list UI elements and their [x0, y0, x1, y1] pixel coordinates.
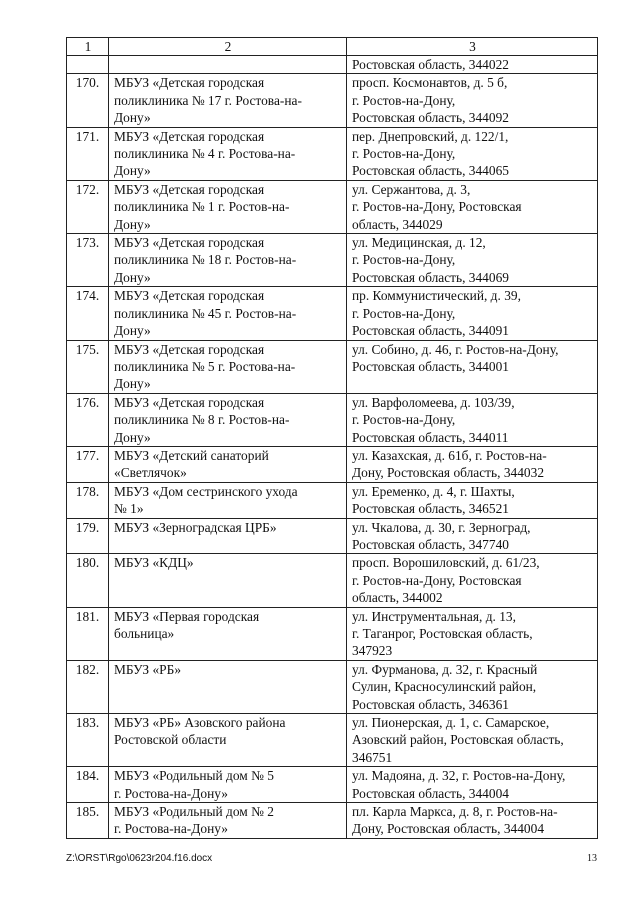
name-line: поликлиника № 18 г. Ростов-на-: [114, 252, 297, 268]
address-line: Ростовская область, 344092: [352, 110, 509, 126]
row-number: 185.: [67, 803, 109, 839]
institution-name: [109, 56, 347, 74]
address-line: ул. Медицинская, д. 12,: [352, 235, 486, 251]
name-line: МБУЗ «Детская городская: [114, 288, 265, 304]
address-line: область, 344029: [352, 216, 443, 232]
table-row: [67, 446, 598, 482]
institution-address: [347, 340, 598, 393]
name-line: МБУЗ «Родильный дом № 2: [114, 804, 274, 820]
footer-file-path: Z:\ORST\Rgo\0623r204.f16.docx: [66, 853, 213, 864]
name-line: МБУЗ «Детская городская: [114, 235, 265, 251]
name-line: г. Ростова-на-Дону»: [114, 785, 228, 801]
address-line: Ростовская область, 344065: [352, 163, 509, 179]
address-line: Ростовская область, 344022: [352, 57, 509, 72]
name-line: поликлиника № 45 г. Ростов-на-: [114, 305, 297, 321]
address-line: ул. Еременко, д. 4, г. Шахты,: [352, 483, 515, 499]
institution-address: [347, 56, 598, 74]
address-line: пер. Днепровский, д. 122/1,: [352, 128, 509, 144]
row-number: 171.: [67, 127, 109, 180]
row-number: 173.: [67, 234, 109, 287]
address-line: ул. Варфоломеева, д. 103/39,: [352, 394, 515, 410]
institution-name: [109, 287, 347, 340]
address-line: пл. Карла Маркса, д. 8, г. Ростов-на-: [352, 804, 558, 820]
header-col-1: 1: [67, 38, 109, 56]
row-number: 181.: [67, 607, 109, 660]
institution-name: [109, 803, 347, 839]
name-line: МБУЗ «РБ» Азовского района: [114, 715, 286, 731]
address-line: г. Ростов-на-Дону, Ростовская: [352, 572, 522, 588]
name-line: МБУЗ «Детская городская: [114, 394, 265, 410]
header-col-2: 2: [109, 38, 347, 56]
name-line: МБУЗ «Детская городская: [114, 128, 265, 144]
address-line: г. Ростов-на-Дону,: [352, 146, 456, 162]
institution-address: [347, 607, 598, 660]
address-line: ул. Сержантова, д. 3,: [352, 181, 471, 197]
name-line: Дону»: [114, 110, 151, 126]
address-line: ул. Чкалова, д. 30, г. Зерноград,: [352, 519, 531, 535]
name-line: поликлиника № 1 г. Ростов-на-: [114, 199, 290, 215]
address-line: Ростовская область, 344004: [352, 785, 509, 801]
row-number: 178.: [67, 482, 109, 518]
address-line: г. Ростов-на-Дону, Ростовская: [352, 199, 522, 215]
institution-address: [347, 518, 598, 554]
address-line: г. Ростов-на-Дону,: [352, 92, 456, 108]
row-number: 170.: [67, 74, 109, 127]
address-line: г. Таганрог, Ростовская область,: [352, 626, 533, 641]
address-line: Азовский район, Ростовская область,: [352, 732, 564, 748]
institution-name: [109, 518, 347, 554]
name-line: МБУЗ «Первая городская: [114, 608, 260, 624]
institution-name: [109, 660, 347, 713]
name-line: МБУЗ «КДЦ»: [114, 555, 194, 571]
row-number: 177.: [67, 446, 109, 482]
address-line: Дону, Ростовская область, 344004: [352, 821, 545, 837]
address-line: ул. Мадояна, д. 32, г. Ростов-на-Дону,: [352, 768, 566, 784]
name-line: МБУЗ «РБ»: [114, 661, 182, 677]
institution-address: [347, 767, 598, 803]
institution-name: [109, 554, 347, 607]
name-line: больница»: [114, 626, 175, 641]
name-line: МБУЗ «Детская городская: [114, 75, 265, 91]
row-number: 175.: [67, 340, 109, 393]
institution-address: [347, 74, 598, 127]
address-line: Ростовская область, 347740: [352, 536, 509, 552]
table-row: [67, 803, 598, 839]
name-line: № 1»: [114, 501, 144, 517]
address-line: Ростовская область, 346361: [352, 696, 509, 712]
table-row: [67, 74, 598, 127]
row-number: 176.: [67, 393, 109, 446]
institution-address: [347, 482, 598, 518]
address-line: Сулин, Красносулинский район,: [352, 679, 537, 695]
address-line: ул. Инструментальная, д. 13,: [352, 608, 516, 624]
table-row: [67, 234, 598, 287]
table-row: [67, 180, 598, 233]
address-line: 346751: [352, 749, 393, 765]
address-line: пр. Коммунистический, д. 39,: [352, 288, 521, 304]
name-line: г. Ростова-на-Дону»: [114, 821, 228, 837]
page-number: 13: [587, 853, 597, 864]
name-line: поликлиника № 5 г. Ростова-на-: [114, 358, 296, 374]
table-row: [67, 660, 598, 713]
row-number: 174.: [67, 287, 109, 340]
address-line: ул. Собино, д. 46, г. Ростов-на-Дону,: [352, 341, 559, 357]
address-line: Дону, Ростовская область, 344032: [352, 465, 545, 481]
name-line: Ростовской области: [114, 732, 227, 748]
institution-name: [109, 767, 347, 803]
institution-address: [347, 554, 598, 607]
table-row: [67, 482, 598, 518]
address-line: ул. Пионерская, д. 1, с. Самарское,: [352, 715, 550, 731]
institution-address: [347, 803, 598, 839]
name-line: МБУЗ «Дом сестринского ухода: [114, 483, 298, 499]
address-line: ул. Казахская, д. 61б, г. Ростов-на-: [352, 447, 547, 463]
institution-address: [347, 714, 598, 767]
header-row: [67, 38, 598, 56]
row-number: 179.: [67, 518, 109, 554]
address-line: Ростовская область, 344011: [352, 429, 509, 445]
row-number: 183.: [67, 714, 109, 767]
row-number: 184.: [67, 767, 109, 803]
institution-name: [109, 607, 347, 660]
table-row: [67, 714, 598, 767]
address-line: 347923: [352, 643, 393, 659]
institution-name: [109, 74, 347, 127]
institution-address: [347, 180, 598, 233]
name-line: МБУЗ «Детский санаторий: [114, 447, 269, 463]
continuation-row: [67, 56, 598, 74]
header-col-3: 3: [347, 38, 598, 56]
row-number: 172.: [67, 180, 109, 233]
address-line: Ростовская область, 344069: [352, 269, 509, 285]
address-line: г. Ростов-на-Дону,: [352, 412, 456, 428]
table-row: [67, 287, 598, 340]
address-line: ул. Фурманова, д. 32, г. Красный: [352, 661, 538, 677]
row-number: 180.: [67, 554, 109, 607]
name-line: Дону»: [114, 323, 151, 339]
name-line: МБУЗ «Детская городская: [114, 181, 265, 197]
name-line: поликлиника № 4 г. Ростова-на-: [114, 146, 296, 162]
name-line: Дону»: [114, 376, 151, 392]
address-line: просп. Космонавтов, д. 5 б,: [352, 75, 508, 91]
institution-address: [347, 446, 598, 482]
name-line: поликлиника № 17 г. Ростова-на-: [114, 92, 302, 108]
address-line: Ростовская область, 344091: [352, 323, 509, 339]
institution-address: [347, 660, 598, 713]
address-line: г. Ростов-на-Дону,: [352, 252, 456, 268]
institution-name: [109, 482, 347, 518]
institution-address: [347, 393, 598, 446]
table-body: [67, 38, 598, 839]
address-line: Ростовская область, 344001: [352, 358, 509, 374]
institution-address: [347, 127, 598, 180]
table-row: [67, 393, 598, 446]
address-line: г. Ростов-на-Дону,: [352, 305, 456, 321]
name-line: МБУЗ «Зерноградская ЦРБ»: [114, 519, 277, 535]
row-number: [67, 56, 109, 74]
name-line: Дону»: [114, 269, 151, 285]
address-line: просп. Ворошиловский, д. 61/23,: [352, 555, 540, 571]
institution-name: [109, 446, 347, 482]
table-row: [67, 127, 598, 180]
name-line: МБУЗ «Детская городская: [114, 341, 265, 357]
name-line: МБУЗ «Родильный дом № 5: [114, 768, 274, 784]
table-row: [67, 767, 598, 803]
table-row: [67, 518, 598, 554]
institution-name: [109, 234, 347, 287]
institution-name: [109, 127, 347, 180]
table-row: [67, 607, 598, 660]
name-line: Дону»: [114, 216, 151, 232]
name-line: «Светлячок»: [114, 465, 187, 481]
address-line: область, 344002: [352, 590, 443, 606]
name-line: Дону»: [114, 163, 151, 179]
row-number: 182.: [67, 660, 109, 713]
name-line: Дону»: [114, 429, 151, 445]
name-line: поликлиника № 8 г. Ростов-на-: [114, 412, 290, 428]
address-line: Ростовская область, 346521: [352, 501, 509, 517]
institution-name: [109, 340, 347, 393]
institution-name: [109, 180, 347, 233]
institutions-table: [66, 37, 598, 839]
institution-name: [109, 393, 347, 446]
table-row: [67, 340, 598, 393]
table-row: [67, 554, 598, 607]
institution-address: [347, 234, 598, 287]
institution-address: [347, 287, 598, 340]
institution-name: [109, 714, 347, 767]
